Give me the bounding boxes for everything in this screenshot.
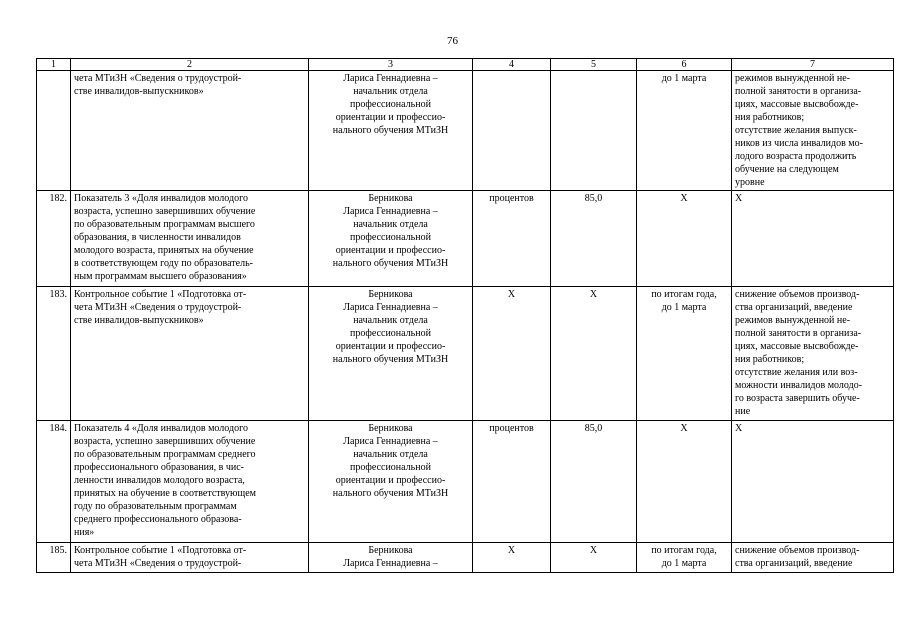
- row-deadline: по итогам года, до 1 марта: [637, 287, 732, 421]
- row-risks: режимов вынужденной не- полной занятости в организа- циях, массовые высвобожде- ния работников; отсутствие желания выпуск- ников из числа инвалидов мо- лодого возраста продолжить обучение на следующем уровне: [732, 71, 894, 191]
- row-value: [551, 71, 637, 191]
- row-description: Показатель 3 «Доля инвалидов молодого возраста, успешно завершивших обучение по образовательным программам высшего образования, в численности инвалидов молодого возраста, принятых на обучение в соответствующем году по образователь- ным программам высшего образования»: [71, 191, 309, 287]
- measures-table: [36, 58, 894, 573]
- row-value: Х: [551, 543, 637, 573]
- row-number: 184.: [37, 421, 71, 543]
- row-description: Контрольное событие 1 «Подготовка от- чета МТиЗН «Сведения о трудоустрой-: [71, 543, 309, 573]
- table-row: [37, 191, 894, 287]
- row-unit: Х: [473, 543, 551, 573]
- column-header: 5: [551, 59, 637, 71]
- row-deadline: до 1 марта: [637, 71, 732, 191]
- row-number: [37, 71, 71, 191]
- row-value: Х: [551, 287, 637, 421]
- row-risks: Х: [732, 191, 894, 287]
- row-unit: [473, 71, 551, 191]
- row-risks: снижение объемов производ- ства организаций, введение: [732, 543, 894, 573]
- table-header-row: [37, 59, 894, 71]
- row-description: чета МТиЗН «Сведения о трудоустрой- стве инвалидов-выпускников»: [71, 71, 309, 191]
- row-responsible: Берникова Лариса Геннадиевна – начальник отдела профессиональной ориентации и профессио- нального обучения МТиЗН: [309, 287, 473, 421]
- row-number: 185.: [37, 543, 71, 573]
- row-responsible: Берникова Лариса Геннадиевна – начальник отдела профессиональной ориентации и профессио- нального обучения МТиЗН: [309, 191, 473, 287]
- row-unit: процентов: [473, 191, 551, 287]
- row-description: Показатель 4 «Доля инвалидов молодого возраста, успешно завершивших обучение по образовательным программам среднего профессионального образования, в чис- ленности инвалидов молодого возраста, принятых на обучение в соответствующем году по образовательным программам среднего профессионального образова- ния»: [71, 421, 309, 543]
- column-header: 3: [309, 59, 473, 71]
- column-header: 7: [732, 59, 894, 71]
- row-value: 85,0: [551, 421, 637, 543]
- column-header: 2: [71, 59, 309, 71]
- table-row: [37, 287, 894, 421]
- row-risks: Х: [732, 421, 894, 543]
- row-deadline: Х: [637, 191, 732, 287]
- row-deadline: Х: [637, 421, 732, 543]
- row-number: 183.: [37, 287, 71, 421]
- column-header: 4: [473, 59, 551, 71]
- row-unit: процентов: [473, 421, 551, 543]
- column-header: 1: [37, 59, 71, 71]
- row-number: 182.: [37, 191, 71, 287]
- table-row: [37, 543, 894, 573]
- row-responsible: Лариса Геннадиевна – начальник отдела профессиональной ориентации и профессио- нального обучения МТиЗН: [309, 71, 473, 191]
- row-responsible: Берникова Лариса Геннадиевна –: [309, 543, 473, 573]
- table-row: [37, 71, 894, 191]
- row-risks: снижение объемов производ- ства организаций, введение режимов вынужденной не- полной занятости в организа- циях, массовые высвобожде- ния работников; отсутствие желания или воз- можности инвалидов молодо- го возраста завершить обуче- ние: [732, 287, 894, 421]
- row-unit: Х: [473, 287, 551, 421]
- row-value: 85,0: [551, 191, 637, 287]
- row-description: Контрольное событие 1 «Подготовка от- чета МТиЗН «Сведения о трудоустрой- стве инвалидов-выпускников»: [71, 287, 309, 421]
- table-row: [37, 421, 894, 543]
- row-deadline: по итогам года, до 1 марта: [637, 543, 732, 573]
- row-responsible: Берникова Лариса Геннадиевна – начальник отдела профессиональной ориентации и профессио- нального обучения МТиЗН: [309, 421, 473, 543]
- page-number: 76: [447, 35, 458, 47]
- column-header: 6: [637, 59, 732, 71]
